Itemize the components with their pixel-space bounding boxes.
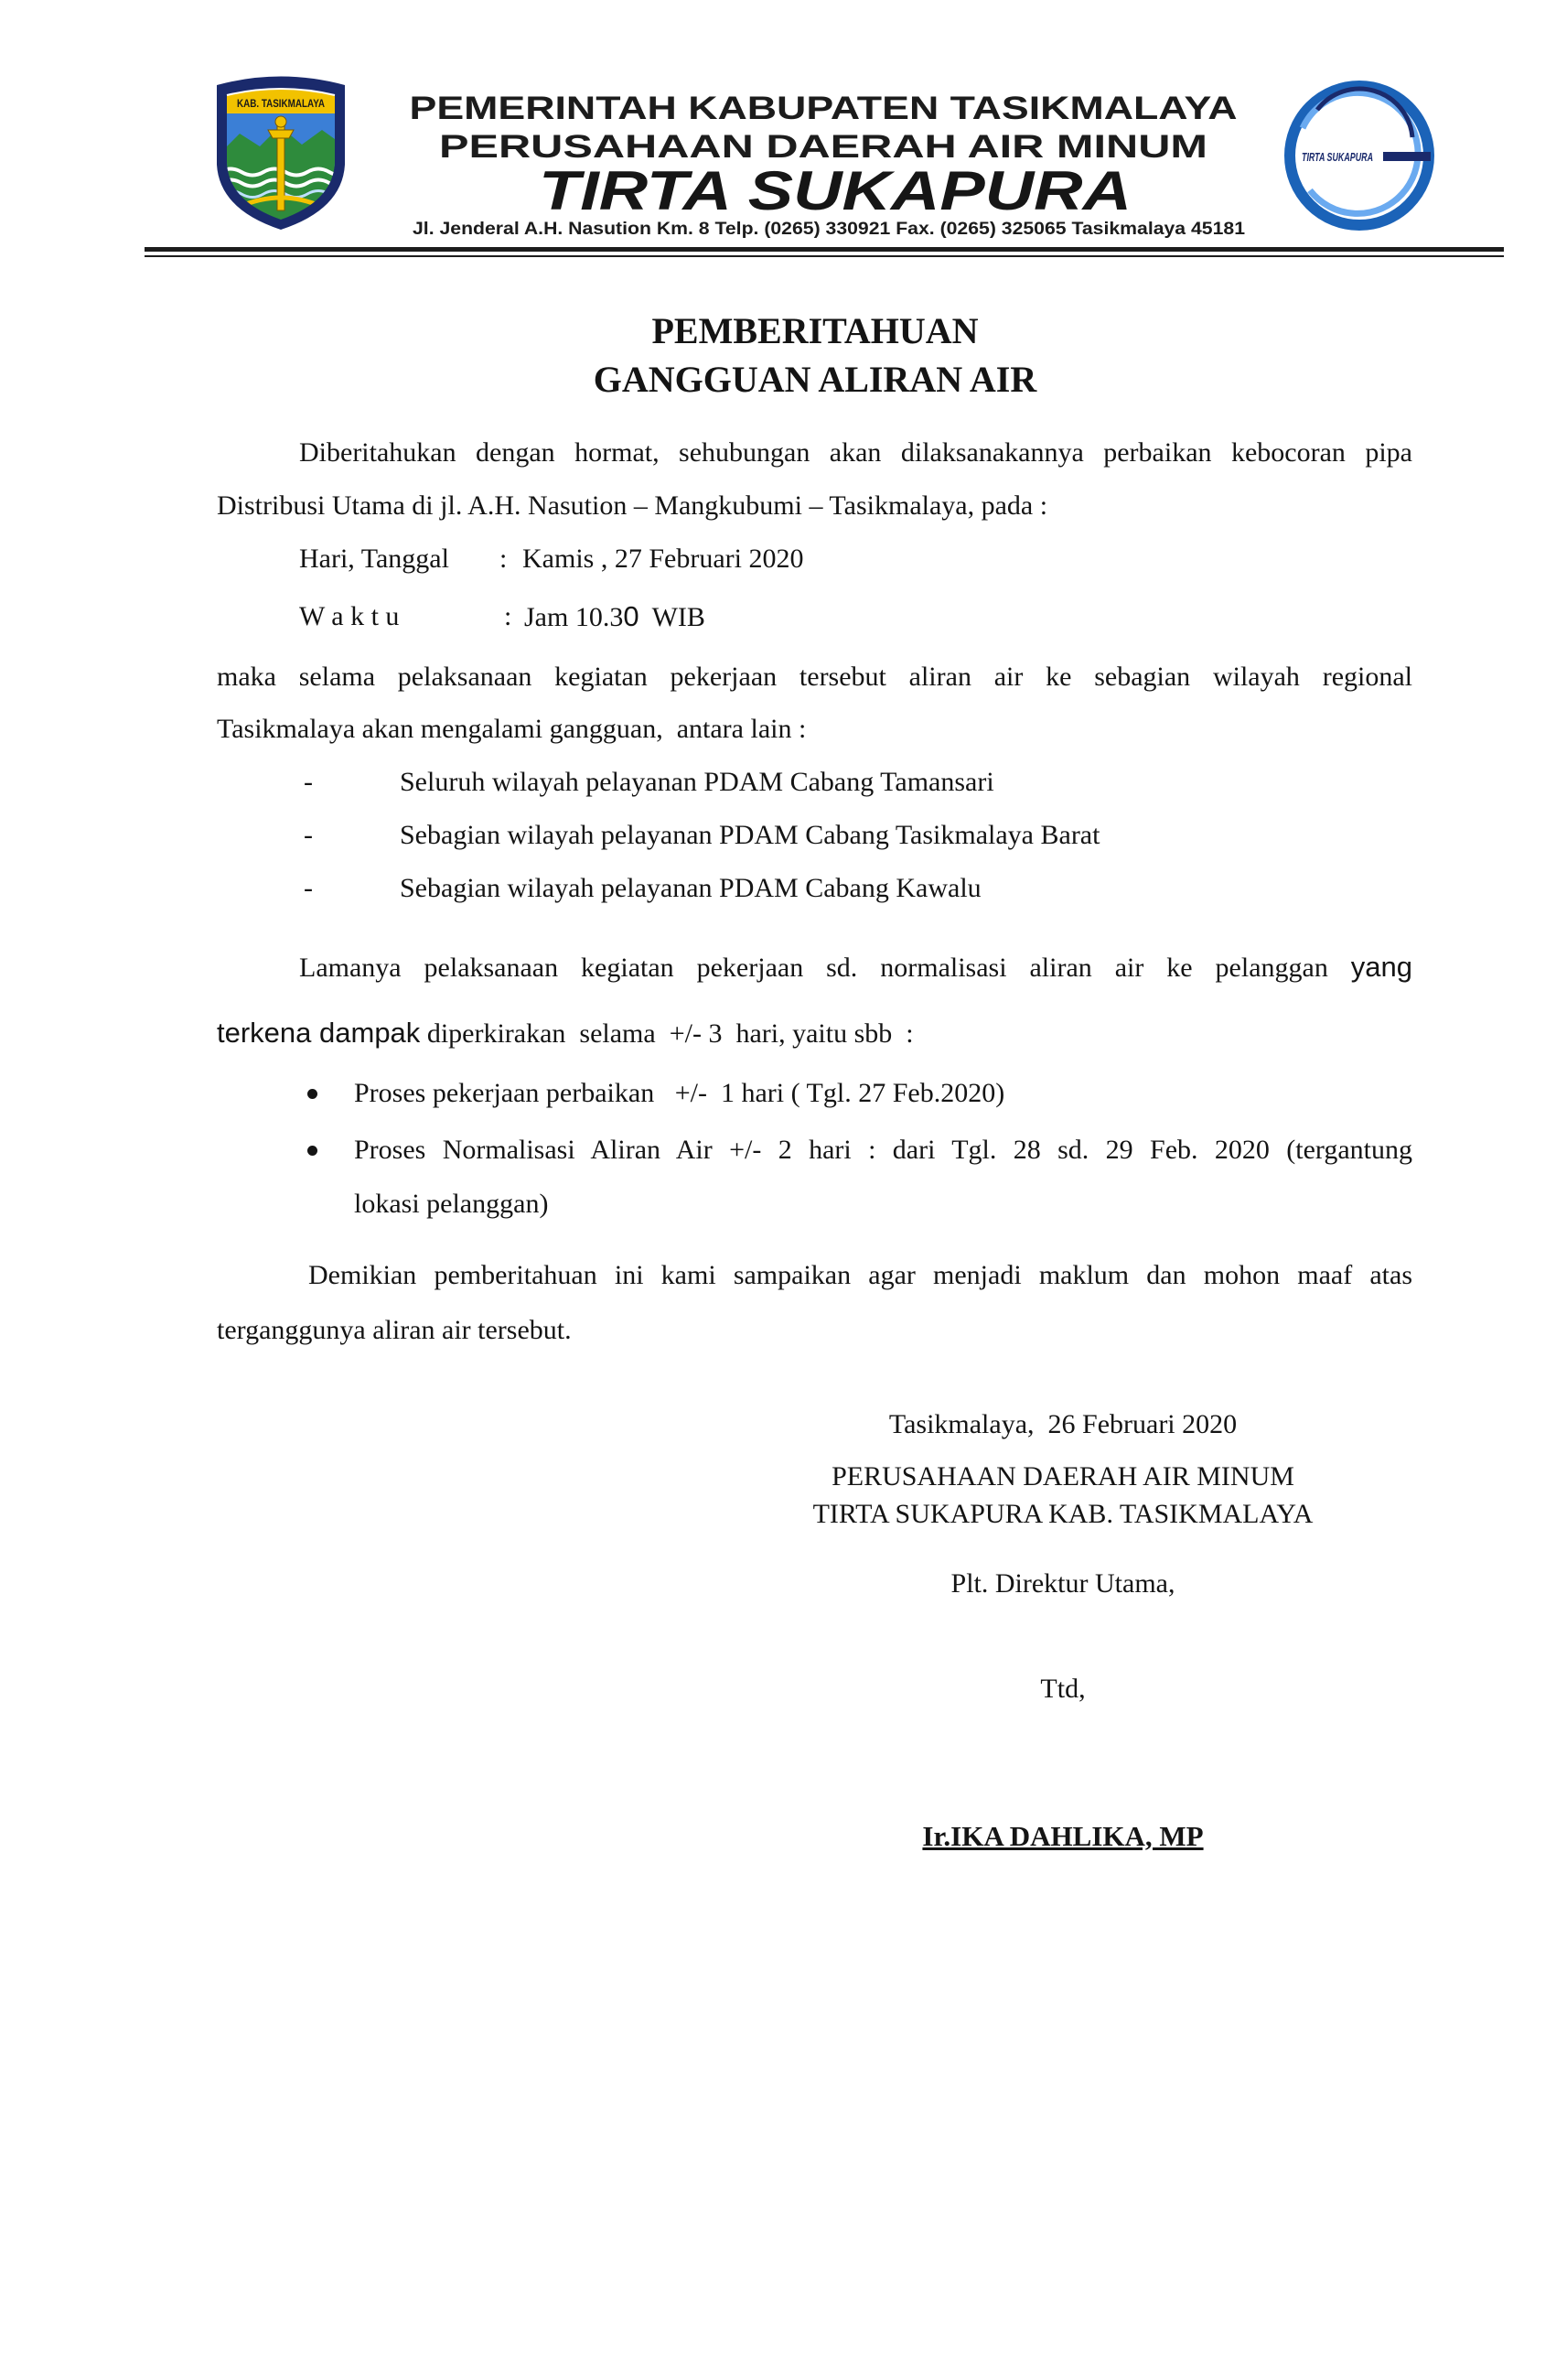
pdam-logo-icon xyxy=(1290,86,1431,225)
duration-line-1 xyxy=(299,951,1412,985)
intro-line-1: Diberitahukan dengan hormat, sehubungan akan dilaksanakannya perbaikan kebocoran pipa xyxy=(299,437,1412,468)
list-item-text: Sebagian wilayah pelayanan PDAM Cabang Tasikmalaya Barat xyxy=(400,820,1100,850)
schedule-day-label: Hari, Tanggal xyxy=(299,544,449,574)
list-item-marker: - xyxy=(304,873,313,903)
signatory-org-line-2: TIRTA SUKAPURA KAB. TASIKMALAYA xyxy=(812,1499,1314,1529)
schedule-time-unit: WIB xyxy=(651,602,705,632)
list-item-text: Sebagian wilayah pelayanan PDAM Cabang Kawalu xyxy=(400,873,982,903)
signatory-org-line-1: PERUSAHAAN DAERAH AIR MINUM xyxy=(832,1461,1294,1492)
schedule-day-value: Kamis , 27 Februari 2020 xyxy=(522,544,804,574)
impact-line-2: Tasikmalaya akan mengalami gangguan, antara lain : xyxy=(217,714,807,744)
impact-line-1: maka selama pelaksanaan kegiatan pekerjaan tersebut aliran air ke sebagian wilayah regional xyxy=(217,662,1412,692)
duration-line-2-sans: terkena dampak xyxy=(217,1017,421,1049)
list-item-text: Seluruh wilayah pelayanan PDAM Cabang Tamansari xyxy=(400,767,994,797)
phase-2-text-line-1: Proses Normalisasi Aliran Air +/- 2 hari : dari Tgl. 28 sd. 29 Feb. 2020 (tergantung xyxy=(354,1135,1412,1165)
letterhead-rule-thin xyxy=(145,255,1504,257)
schedule-time-value-main: Jam 10.3 xyxy=(524,602,624,632)
notice-subtitle: GANGGUAN ALIRAN AIR xyxy=(593,359,1037,400)
phase-2-text-line-2: lokasi pelanggan) xyxy=(354,1189,549,1219)
signatory-name-row xyxy=(789,1821,1337,1853)
government-heading: PEMERINTAH KABUPATEN TASIKMALAYA xyxy=(409,91,1238,126)
signatory-name: Ir.IKA DAHLIKA, MP xyxy=(922,1820,1204,1852)
signed-mark: Ttd, xyxy=(1040,1674,1086,1704)
crest-banner-label: KAB. TASIKMALAYA xyxy=(237,97,326,110)
schedule-time-label: W a k t u xyxy=(299,601,400,631)
closing-line-2: terganggunya aliran air tersebut. xyxy=(217,1315,572,1345)
schedule-time-value xyxy=(524,601,705,633)
notice-title: PEMBERITAHUAN xyxy=(651,310,979,351)
duration-line-2 xyxy=(217,1017,914,1050)
schedule-time-value-digit: 0 xyxy=(623,600,639,632)
company-heading: PERUSAHAAN DAERAH AIR MINUM xyxy=(439,129,1207,165)
phase-1-text: Proses pekerjaan perbaikan +/- 1 hari ( Tgl. 27 Feb.2020) xyxy=(354,1078,1005,1108)
company-address: Jl. Jenderal A.H. Nasution Km. 8 Telp. (0265) 330921 Fax. (0265) 325065 Tasikmalaya 45181 xyxy=(413,220,1246,239)
duration-line-1-text: Lamanya pelaksanaan kegiatan pekerjaan sd. normalisasi aliran air ke pelanggan xyxy=(299,953,1328,983)
schedule-day-colon: : xyxy=(499,544,508,574)
duration-line-1-sans: yang xyxy=(1350,951,1412,983)
duration-line-2-text: diperkirakan selama +/- 3 hari, yaitu sbb : xyxy=(420,1018,914,1049)
company-name: TIRTA SUKAPURA xyxy=(539,160,1132,221)
intro-line-2: Distribusi Utama di jl. A.H. Nasution – Mangkubumi – Tasikmalaya, pada : xyxy=(217,490,1048,521)
logo-label: TIRTA SUKAPURA xyxy=(1302,150,1373,164)
list-item-marker: - xyxy=(304,820,313,850)
signatory-position: Plt. Direktur Utama, xyxy=(950,1568,1175,1599)
schedule-time-colon: : xyxy=(504,601,512,631)
bullet-icon xyxy=(307,1146,317,1156)
list-item-marker: - xyxy=(304,767,313,797)
regency-crest-icon xyxy=(217,77,351,231)
closing-line-1: Demikian pemberitahuan ini kami sampaikan agar menjadi maklum dan mohon maaf atas xyxy=(308,1260,1412,1290)
bullet-icon xyxy=(307,1089,317,1099)
letterhead xyxy=(0,0,1556,275)
place-date: Tasikmalaya, 26 Februari 2020 xyxy=(888,1409,1238,1439)
letterhead-rule-thick xyxy=(145,247,1504,252)
